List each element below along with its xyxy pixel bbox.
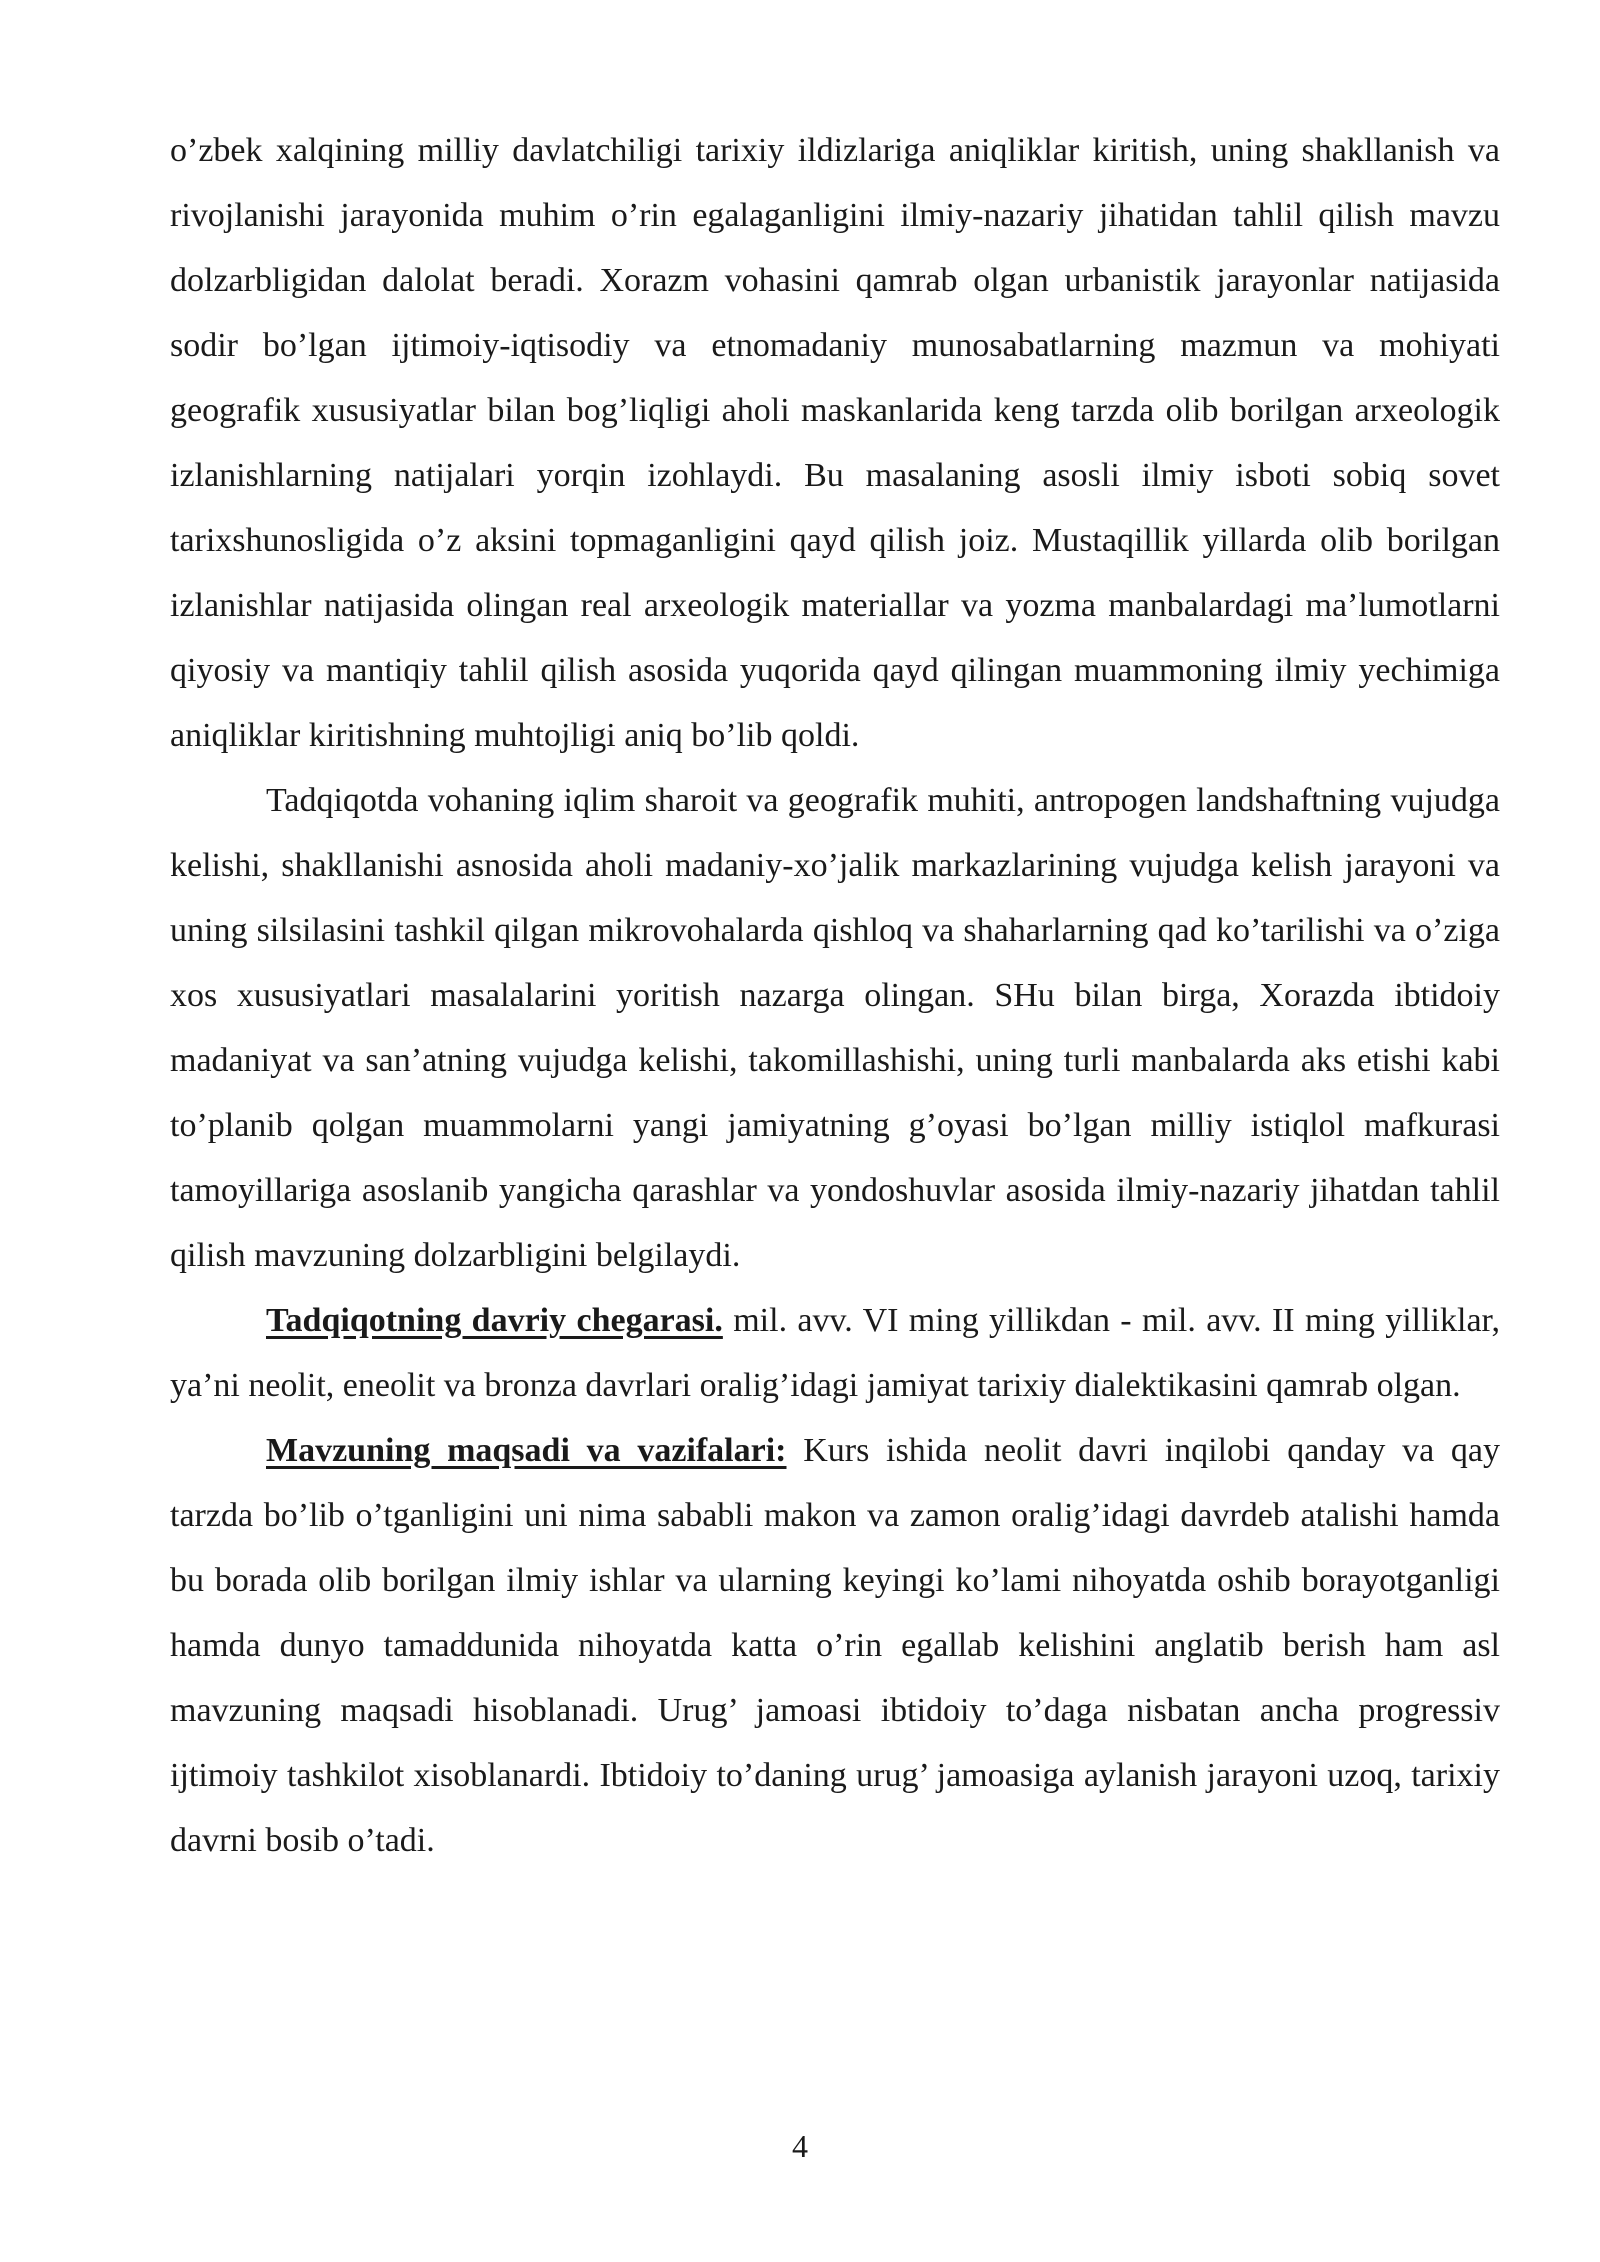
paragraph-2-text: Tadqiqotda vohaning iqlim sharoit va geografik muhiti, antropogen landshaftning vujudga kelishi, shakllanishi asnosida aholi madaniy-xo’jalik markazlarining vujudga kelish jarayoni va uning silsilasini tashkil qilgan mikrovohalarda qishloq va shaharlarning qad ko’tarilishi va o’ziga xos xususiyatlari masalalarini yoritish nazarga olingan. SHu bilan birga, Xorazda ibtidoiy madaniyat va san’atning vujudga kelishi, takomillashishi, uning turli manbalarda aks etishi kabi to’planib qolgan muammolarni yangi jamiyatning g’oyasi bo’lgan milliy istiqlol mafkurasi tamoyillariga asoslanib yangicha qarashlar va yondoshuvlar asosida ilmiy-nazariy jihatdan tahlil qilish mavzuning dolzarbligini belgilaydi. <box>170 782 1500 1274</box>
paragraph-4 <box>170 1418 1500 1873</box>
paragraph-4-text: Kurs ishida neolit davri inqilobi qanday va qay tarzda bo’lib o’tganligini uni nima sababli makon va zamon oralig’idagi davrdeb atalishi hamda bu borada olib borilgan ilmiy ishlar va ularning keyingi ko’lami nihoyatda oshib borayotganligi hamda dunyo tamaddunida nihoyatda katta o’rin egallab kelishini anglatib berish ham asl mavzuning maqsadi hisoblanadi. Urug’ jamoasi ibtidoiy to’daga nisbatan ancha progressiv ijtimoiy tashkilot xisoblanardi. Ibtidoiy to’daning urug’ jamoasiga aylanish jarayoni uzoq, tarixiy davrni bosib o’tadi. <box>170 1432 1500 1859</box>
paragraph-2 <box>170 768 1500 1288</box>
page-number: 4 <box>792 2128 808 2164</box>
paragraph-1-text: o’zbek xalqining milliy davlatchiligi tarixiy ildizlariga aniqliklar kiritish, uning shakllanish va rivojlanishi jarayonida muhim o’rin egalaganligini ilmiy-nazariy jihatidan tahlil qilish mavzu dolzarbligidan dalolat beradi. Xorazm vohasini qamrab olgan urbanistik jarayonlar natijasida sodir bo’lgan ijtimoiy-iqtisodiy va etnomadaniy munosabatlarning mazmun va mohiyati geografik xususiyatlar bilan bog’liqligi aholi maskanlarida keng tarzda olib borilgan arxeologik izlanishlarning natijalari yorqin izohlaydi. Bu masalaning asosli ilmiy isboti sobiq sovet tarixshunosligida o’z aksini topmaganligini qayd qilish joiz. Mustaqillik yillarda olib borilgan izlanishlar natijasida olingan real arxeologik materiallar va yozma manbalardagi ma’lumotlarni qiyosiy va mantiqiy tahlil qilish asosida yuqorida qayd qilingan muammoning ilmiy yechimiga aniqliklar kiritishning muhtojligi aniq bo’lib qoldi. <box>170 132 1500 754</box>
section-heading-goals: Mavzuning maqsadi va vazifalari: <box>266 1432 787 1469</box>
paragraph-3 <box>170 1288 1500 1418</box>
paragraph-3-text: mil. avv. VI ming yillikdan - mil. avv. II ming yilliklar, ya’ni neolit, eneolit va bronza davrlari oralig’idagi jamiyat tarixiy dialektikasini qamrab olgan. <box>170 1302 1500 1404</box>
section-heading-chronology: Tadqiqotning davriy chegarasi. <box>266 1302 723 1339</box>
paragraph-1 <box>170 118 1500 768</box>
document-page <box>170 118 1500 1873</box>
